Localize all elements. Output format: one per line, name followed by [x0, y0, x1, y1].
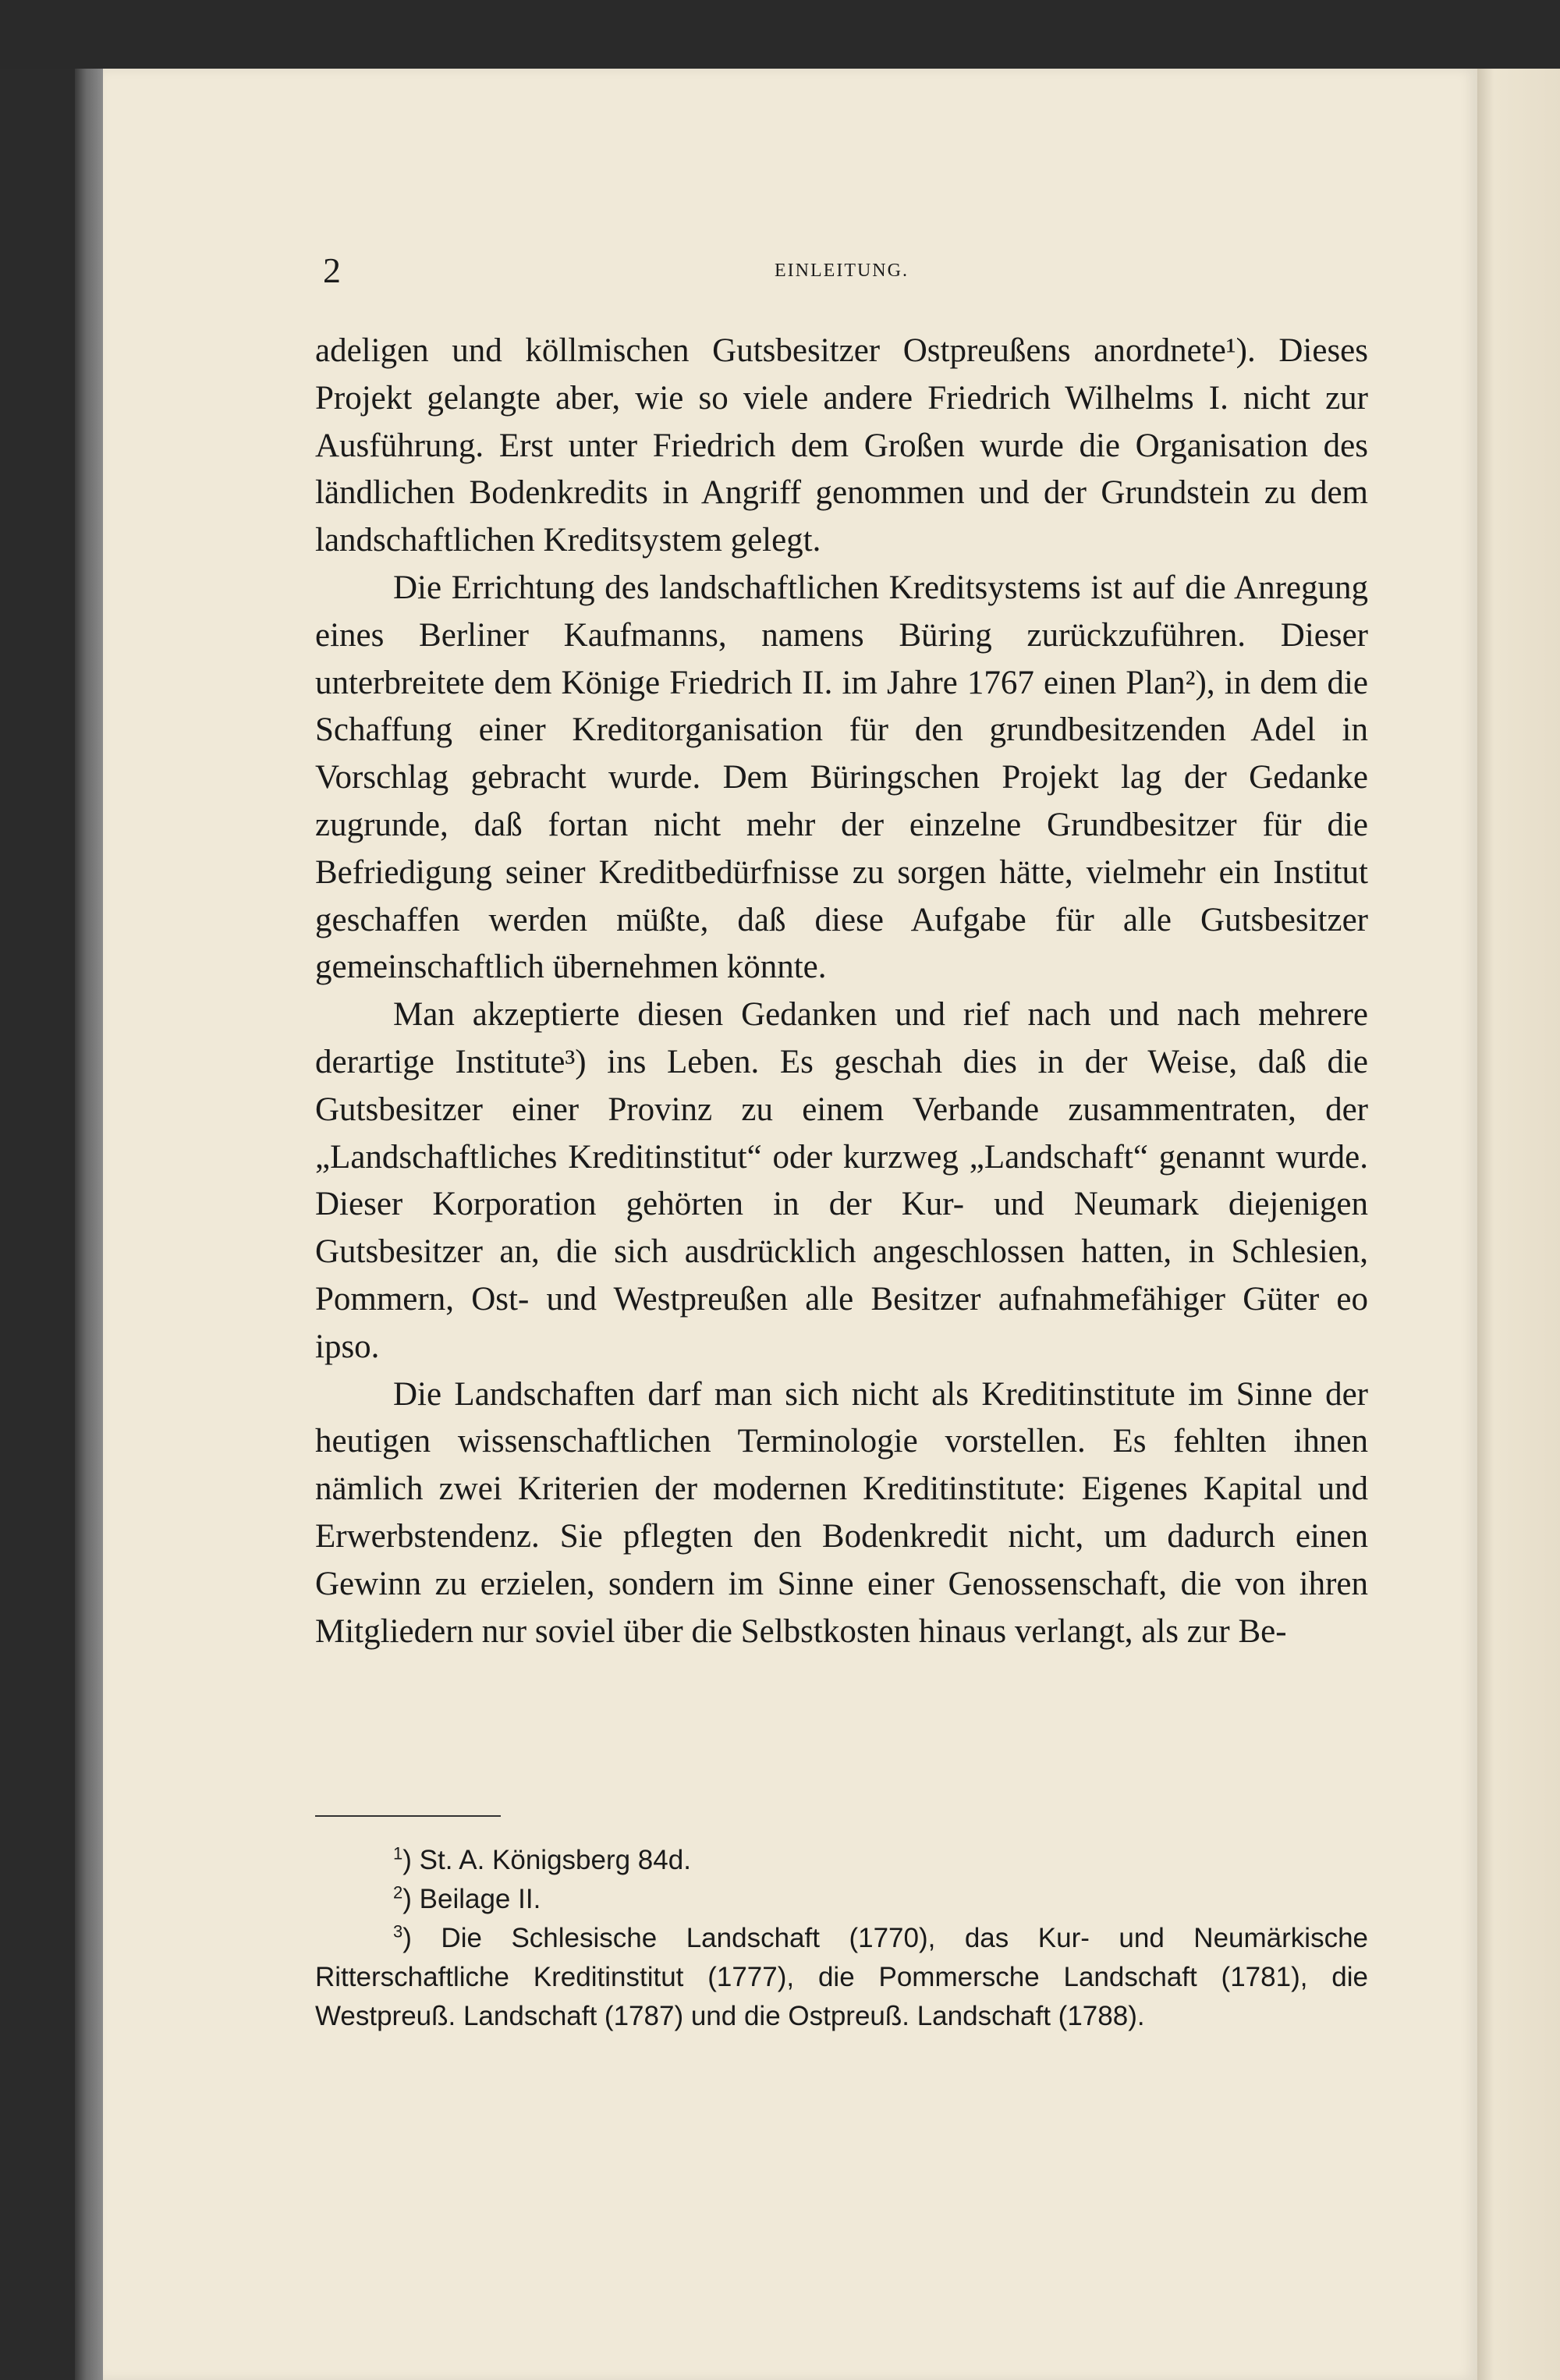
footnote-text: St. A. Königsberg 84d. — [419, 1845, 691, 1875]
paragraph-3: Man akzeptierte diesen Gedanken und rief nach und nach mehrere derartige Institute³) ins Leben. Es geschah dies in der Weise, daß die Gutsbesitzer einer Provinz zu einem Verbande zusammentraten, der „Landschaftliches Kreditinstitut“ oder kurzweg „Landschaft“ genannt wurde. Dieser Korporation gehörten in der Kur- und Neumark diejenigen Gutsbesitzer an, die sich ausdrücklich angeschlossen hatten, in Schlesien, Pommern, Ost- und Westpreußen alle Besitzer aufnahmefähiger Güter eo ipso. — [315, 996, 1368, 1365]
footnote-mark: 2 — [393, 1882, 403, 1903]
body-text — [315, 328, 1368, 1655]
book-binding — [75, 69, 103, 2380]
scan-background — [0, 0, 1560, 69]
footnotes — [315, 1841, 1368, 2036]
facing-page-edge — [1477, 69, 1560, 2380]
footnote-2: $^2$) Beilage II. — [393, 1882, 541, 1914]
footnote-mark: 3 — [393, 1921, 403, 1942]
page-header — [323, 250, 1360, 296]
footnote-text: Beilage II. — [419, 1884, 541, 1914]
paragraph-1: adeligen und köllmischen Gutsbesitzer Ostpreußens anordnete¹). Dieses Projekt gelangte aber, wie so viele andere Friedrich Wilhelms I. nicht zur Ausführung. Erst unter Friedrich dem Großen wurde die Organisation des ländlichen Bodenkredits in Angriff genommen und der Grundstein zu dem landschaftlichen Kreditsystem gelegt. — [315, 332, 1368, 559]
page-number: 2 — [323, 250, 341, 290]
footnote-divider — [315, 1815, 501, 1817]
footnote-1: $^1$) St. A. Königsberg 84d. — [393, 1843, 691, 1875]
paragraph-4: Die Landschaften darf man sich nicht als Kreditinstitute im Sinne der heutigen wissenschaftlichen Terminologie vorstellen. Es fehlten ihnen nämlich zwei Kriterien der modernen Kreditinstitute: Eigenes Kapital und Erwerbstendenz. Sie pflegten den Bodenkredit nicht, um dadurch einen Gewinn zu erzielen, sondern im Sinne einer Genossenschaft, die von ihren Mitgliedern nur soviel über die Selbstkosten hinaus verlangt, als zur Be- — [315, 1375, 1368, 1650]
footnote-text: Die Schlesische Landschaft (1770), das Kur- und Neumärkische Ritterschaftliche Kreditinstitut (1777), die Pommersche Landschaft (1781), die Westpreuß. Landschaft (1787) und die Ostpreuß. Landschaft (1788). — [315, 1923, 1368, 2031]
running-head: EINLEITUNG. — [775, 261, 909, 281]
paragraph-2: Die Errichtung des landschaftlichen Kreditsystems ist auf die Anregung eines Berliner Kaufmanns, namens Büring zurückzuführen. Dieser unterbreitete dem Könige Friedrich II. im Jahre 1767 einen Plan²), in dem die Schaffung einer Kreditorganisation für den grundbesitzenden Adel in Vorschlag gebracht wurde. Dem Büringschen Projekt lag der Gedanke zugrunde, daß fortan nicht mehr der einzelne Grundbesitzer für die Befriedigung seiner Kreditbedürfnisse zu sorgen hätte, vielmehr ein Institut geschaffen werden müßte, daß diese Aufgabe für alle Gutsbesitzer gemeinschaftlich übernehmen könnte. — [315, 569, 1368, 986]
footnote-mark: 1 — [393, 1843, 403, 1864]
footnote-3: $^3$) Die Schlesische Landschaft (1770), das Kur- und Neumärkische Ritterschaftliche Kreditinstitut (1777), die Pommersche Landschaft (1781), die Westpreuß. Landschaft (1787) und die Ostpreuß. Landschaft (1788). — [315, 1921, 1368, 2031]
